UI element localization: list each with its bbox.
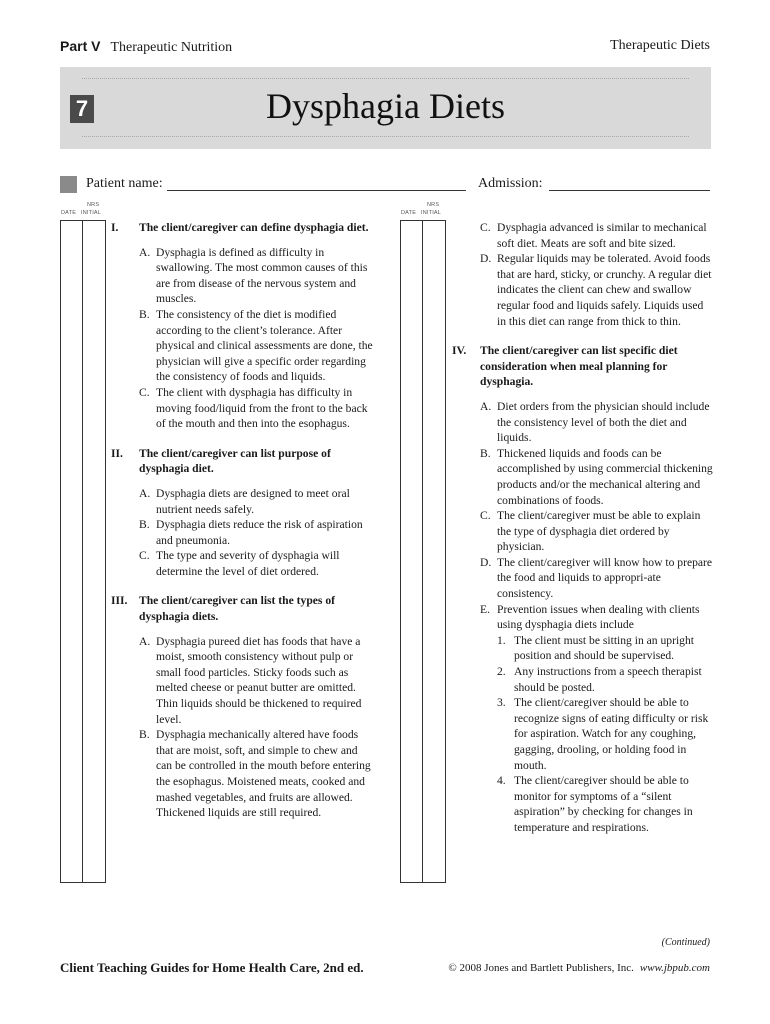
nrs-label-right: NRS bbox=[427, 202, 440, 208]
nrs-label-left: NRS bbox=[87, 202, 100, 208]
patient-name-label: Patient name: bbox=[86, 176, 163, 191]
list-item: C. Dysphagia advanced is similar to mechanical soft diet. Meats are soft and bite sized. bbox=[480, 221, 707, 250]
continued-note: (Continued) bbox=[661, 937, 710, 948]
book-title-footer: Client Teaching Guides for Home Health Care, 2nd ed. bbox=[60, 960, 364, 975]
nrs-checkbox-column-left[interactable] bbox=[60, 220, 106, 883]
section-heading: The client/caregiver can list purpose of dysphagia diet. bbox=[139, 446, 331, 476]
admission-blank-line[interactable] bbox=[549, 190, 710, 191]
chapter-title-band bbox=[60, 67, 711, 149]
chapter-number-badge: 7 bbox=[70, 95, 94, 123]
section-4 bbox=[452, 343, 714, 835]
band-dotted-rule-bottom bbox=[82, 136, 689, 138]
section-3-continued bbox=[452, 220, 714, 329]
copyright-footer bbox=[448, 962, 710, 974]
section-heading: The client/caregiver can define dysphagia diet. bbox=[139, 221, 369, 234]
list-item: A. Diet orders from the physician should include the consistency level of both the diet and liquids. bbox=[480, 399, 710, 445]
chapter-title: Dysphagia Diets bbox=[266, 86, 505, 126]
section-1 bbox=[111, 220, 373, 432]
initial-label-left: INITIAL bbox=[81, 210, 102, 216]
publisher-url[interactable]: www.jbpub.com bbox=[639, 962, 710, 974]
initial-label-right: INITIAL bbox=[421, 210, 442, 216]
list-item: C. The client with dysphagia has difficulty in moving food/liquid from the front to the back of the mouth and then into the esophagus. bbox=[139, 385, 368, 431]
patient-name-blank-line[interactable] bbox=[167, 190, 466, 191]
right-text-column bbox=[452, 220, 714, 850]
list-item: 1. The client must be sitting in an upright position and should be supervised. bbox=[497, 633, 694, 663]
list-item: C. The type and severity of dysphagia will determine the level of diet ordered. bbox=[139, 549, 340, 578]
date-label-left: DATE bbox=[61, 210, 77, 216]
list-item: B. The consistency of the diet is modified according to the client’s tolerance. After physical and clinical assessments are done, the physician will give a specific order regarding the consistency of foods and liquids. bbox=[139, 307, 373, 384]
list-item: B. Thickened liquids and foods can be accomplished by using commercial thickening products and/or the mechanical altering and combinations of foods. bbox=[480, 446, 713, 507]
nrs-checkbox-column-right[interactable] bbox=[400, 220, 446, 883]
band-dotted-rule-top bbox=[82, 78, 689, 80]
list-item: D. Regular liquids may be tolerated. Avoid foods that are hard, sticky, or crunchy. A regular diet indicates the client can chew and swallow regular food and liquids safely. Liquids used in this diet can range from thick to thin. bbox=[480, 252, 712, 328]
list-item: 3. The client/caregiver should be able to recognize signs of eating difficulty or risk for aspiration. Watch for any coughing, gagging, drooling, or holding food in mouth. bbox=[497, 696, 709, 772]
part-title: Therapeutic Nutrition bbox=[110, 40, 233, 55]
section-heading: The client/caregiver can list the types of dysphagia diets. bbox=[139, 594, 335, 624]
section-numeral: I. bbox=[111, 221, 119, 234]
list-item: A. Dysphagia pureed diet has foods that have a moist, smooth consistency without pulp or small food particles. Sticky foods such as melted cheese or peanut butter are omitted. Thin liquids should be thickened to required level. bbox=[139, 634, 362, 726]
list-item: A. Dysphagia diets are designed to meet oral nutrient needs safely. bbox=[139, 486, 350, 516]
section-numeral: II. bbox=[111, 446, 123, 460]
section-numeral: IV. bbox=[452, 344, 467, 358]
admission-label: Admission: bbox=[478, 176, 543, 191]
list-item: C. The client/caregiver must be able to explain the type of dysphagia diet ordered by physician. bbox=[480, 509, 701, 554]
list-item: B. Dysphagia mechanically altered have foods that are moist, soft, and simple to chew and can be controlled in the mouth before entering the esophagus. Moistened meats, cooked and mashed vegetables, and fruits are allowed. Thickened liquids are still required. bbox=[139, 728, 371, 820]
section-2 bbox=[111, 446, 373, 580]
section-numeral: III. bbox=[111, 594, 128, 608]
list-item: 2. Any instructions from a speech therapist should be posted. bbox=[497, 665, 702, 694]
date-label-right: DATE bbox=[401, 210, 417, 216]
list-item: D. The client/caregiver will know how to prepare the food and liquids to appropri-ate consistency. bbox=[480, 555, 713, 601]
section-heading: The client/caregiver can list specific diet consideration when meal planning for dysphagia. bbox=[480, 344, 678, 389]
list-item: B. Dysphagia diets reduce the risk of aspiration and pneumonia. bbox=[139, 518, 363, 547]
section-3 bbox=[111, 593, 373, 820]
numbered-sublist bbox=[497, 633, 714, 836]
list-item: A. Dysphagia is defined as difficulty in swallowing. The most common causes of this are from disease of the nervous system and muscles. bbox=[139, 245, 368, 306]
list-item: 4. The client/caregiver should be able to monitor for symptoms of a “silent aspiration” by checking for changes in temperature and respirations. bbox=[497, 774, 693, 834]
part-label: Part V bbox=[60, 38, 101, 54]
left-text-column bbox=[111, 220, 373, 835]
copyright-text: © 2008 Jones and Bartlett Publishers, Inc. bbox=[448, 962, 634, 974]
running-header-left bbox=[60, 38, 232, 56]
running-header-right: Therapeutic Diets bbox=[610, 38, 710, 53]
patient-square-marker bbox=[60, 176, 77, 193]
list-item: E. Prevention issues when dealing with clients using dysphagia diets include bbox=[480, 602, 700, 632]
